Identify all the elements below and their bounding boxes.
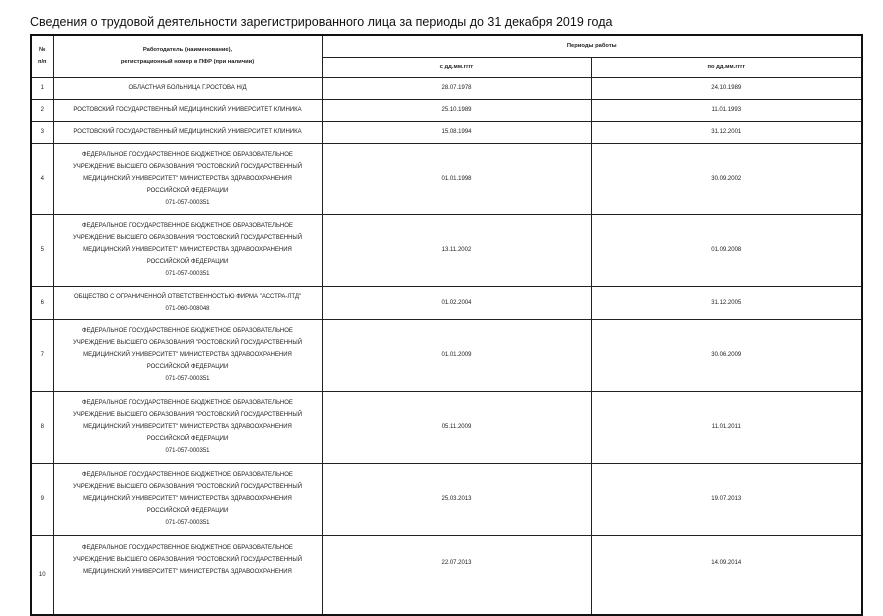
employer-line: УЧРЕЖДЕНИЕ ВЫСШЕГО ОБРАЗОВАНИЯ "РОСТОВСКИЙ ГОСУДАРСТВЕННЫЙ (72, 412, 303, 418)
row-number: 4 (31, 143, 53, 214)
employer-line: ФЕДЕРАЛЬНОЕ ГОСУДАРСТВЕННОЕ БЮДЖЕТНОЕ ОБРАЗОВАТЕЛЬНОЕ (82, 472, 293, 478)
period-to: 01.09.2008 (591, 214, 862, 286)
employer-line: МЕДИЦИНСКИЙ УНИВЕРСИТЕТ" МИНИСТЕРСТВА ЗДРАВООХРАНЕНИЯ (83, 424, 292, 430)
employer-line: РОССИЙСКОЙ ФЕДЕРАЦИИ (146, 364, 229, 370)
table-row (31, 121, 862, 143)
employer-cell (53, 121, 322, 143)
period-to: 31.12.2005 (591, 286, 862, 319)
period-from: 22.07.2013 (322, 535, 591, 615)
header-number-line: п/п (37, 59, 47, 66)
header-periods: Периоды работы (322, 35, 862, 57)
period-from: 25.10.1989 (322, 99, 591, 121)
employer-cell (53, 214, 322, 286)
header-number-line: № (39, 47, 46, 54)
row-number: 3 (31, 121, 53, 143)
employer-line: УЧРЕЖДЕНИЕ ВЫСШЕГО ОБРАЗОВАНИЯ "РОСТОВСКИЙ ГОСУДАРСТВЕННЫЙ (72, 556, 303, 563)
employer-line: ФЕДЕРАЛЬНОЕ ГОСУДАРСТВЕННОЕ БЮДЖЕТНОЕ ОБРАЗОВАТЕЛЬНОЕ (82, 223, 293, 229)
period-to: 11.01.2011 (591, 391, 862, 463)
employer-line: 071-057-000351 (165, 520, 210, 526)
table-row (31, 319, 862, 391)
period-from: 25.03.2013 (322, 463, 591, 535)
period-to: 14.09.2014 (591, 535, 862, 615)
employer-cell (53, 535, 322, 615)
period-to: 30.06.2009 (591, 319, 862, 391)
employer-line: РОССИЙСКОЙ ФЕДЕРАЦИИ (146, 436, 229, 442)
employer-cell (53, 143, 322, 214)
employer-line: 071-057-000351 (165, 199, 210, 206)
employer-line: МЕДИЦИНСКИЙ УНИВЕРСИТЕТ" МИНИСТЕРСТВА ЗДРАВООХРАНЕНИЯ (83, 568, 292, 575)
header-employer-line: регистрационный номер в ПФР (при наличии) (120, 59, 255, 66)
employer-cell (53, 77, 322, 99)
employer-line: РОССИЙСКОЙ ФЕДЕРАЦИИ (146, 508, 229, 514)
table-row (31, 535, 862, 615)
period-from: 15.08.1994 (322, 121, 591, 143)
period-to: 24.10.1989 (591, 77, 862, 99)
row-number: 10 (31, 535, 53, 615)
header-employer-line: Работодатель (наименование), (142, 47, 233, 54)
table-row (31, 77, 862, 99)
employer-line: УЧРЕЖДЕНИЕ ВЫСШЕГО ОБРАЗОВАНИЯ "РОСТОВСКИЙ ГОСУДАРСТВЕННЫЙ (72, 235, 303, 241)
period-from: 01.01.1998 (322, 143, 591, 214)
employment-history-table (30, 34, 863, 616)
employer-cell (53, 286, 322, 319)
employer-line: МЕДИЦИНСКИЙ УНИВЕРСИТЕТ" МИНИСТЕРСТВА ЗДРАВООХРАНЕНИЯ (83, 247, 292, 253)
row-number: 1 (31, 77, 53, 99)
employer-line: МЕДИЦИНСКИЙ УНИВЕРСИТЕТ" МИНИСТЕРСТВА ЗДРАВООХРАНЕНИЯ (83, 352, 292, 358)
employer-line: ОБЩЕСТВО С ОГРАНИЧЕННОЙ ОТВЕТСТВЕННОСТЬЮ ФИРМА "АССТРА-ЛТД" (73, 293, 302, 300)
employer-line: УЧРЕЖДЕНИЕ ВЫСШЕГО ОБРАЗОВАНИЯ "РОСТОВСКИЙ ГОСУДАРСТВЕННЫЙ (72, 340, 303, 346)
employer-line: ФЕДЕРАЛЬНОЕ ГОСУДАРСТВЕННОЕ БЮДЖЕТНОЕ ОБРАЗОВАТЕЛЬНОЕ (82, 328, 293, 334)
period-to: 11.01.1993 (591, 99, 862, 121)
row-number: 9 (31, 463, 53, 535)
header-to: по дд.мм.гггг (591, 57, 862, 77)
employer-line: УЧРЕЖДЕНИЕ ВЫСШЕГО ОБРАЗОВАНИЯ "РОСТОВСКИЙ ГОСУДАРСТВЕННЫЙ (72, 163, 303, 170)
employer-cell (53, 391, 322, 463)
employer-line: РОССИЙСКОЙ ФЕДЕРАЦИИ (146, 187, 229, 194)
period-from: 05.11.2009 (322, 391, 591, 463)
employer-line: ФЕДЕРАЛЬНОЕ ГОСУДАРСТВЕННОЕ БЮДЖЕТНОЕ ОБРАЗОВАТЕЛЬНОЕ (82, 400, 293, 406)
period-from: 13.11.2002 (322, 214, 591, 286)
period-from: 01.01.2009 (322, 319, 591, 391)
table-row (31, 143, 862, 214)
row-number: 2 (31, 99, 53, 121)
employer-line: ФЕДЕРАЛЬНОЕ ГОСУДАРСТВЕННОЕ БЮДЖЕТНОЕ ОБРАЗОВАТЕЛЬНОЕ (82, 151, 293, 158)
table-row (31, 463, 862, 535)
table-row (31, 391, 862, 463)
period-to: 30.09.2002 (591, 143, 862, 214)
header-employer (53, 35, 322, 77)
employer-cell (53, 463, 322, 535)
employer-line: 071-057-000351 (165, 271, 210, 277)
employer-line: ФЕДЕРАЛЬНОЕ ГОСУДАРСТВЕННОЕ БЮДЖЕТНОЕ ОБРАЗОВАТЕЛЬНОЕ (82, 544, 293, 551)
employer-line: МЕДИЦИНСКИЙ УНИВЕРСИТЕТ" МИНИСТЕРСТВА ЗДРАВООХРАНЕНИЯ (83, 175, 292, 182)
row-number: 8 (31, 391, 53, 463)
page-title: Сведения о трудовой деятельности зарегистрированного лица за периоды до 31 декабря 2019 года (30, 15, 613, 29)
employer-line: РОССИЙСКОЙ ФЕДЕРАЦИИ (146, 259, 229, 265)
employer-cell (53, 99, 322, 121)
table-row (31, 214, 862, 286)
employer-line: РОСТОВСКИЙ ГОСУДАРСТВЕННЫЙ МЕДИЦИНСКИЙ УНИВЕРСИТЕТ КЛИНИКА (73, 107, 302, 113)
employer-line: РОСТОВСКИЙ ГОСУДАРСТВЕННЫЙ МЕДИЦИНСКИЙ УНИВЕРСИТЕТ КЛИНИКА (73, 129, 302, 135)
row-number: 7 (31, 319, 53, 391)
table-row (31, 286, 862, 319)
period-from: 28.07.1978 (322, 77, 591, 99)
employer-cell (53, 319, 322, 391)
employer-line: ОБЛАСТНАЯ БОЛЬНИЦА Г.РОСТОВА Н/Д (128, 85, 247, 91)
employer-line: 071-057-000351 (165, 376, 210, 382)
employer-line: МЕДИЦИНСКИЙ УНИВЕРСИТЕТ" МИНИСТЕРСТВА ЗДРАВООХРАНЕНИЯ (83, 496, 292, 502)
period-to: 31.12.2001 (591, 121, 862, 143)
table-row (31, 99, 862, 121)
header-number (31, 35, 53, 77)
employer-line: 071-060-008048 (165, 305, 210, 312)
period-to: 19.07.2013 (591, 463, 862, 535)
period-from: 01.02.2004 (322, 286, 591, 319)
row-number: 6 (31, 286, 53, 319)
header-from: с дд.мм.гггг (322, 57, 591, 77)
employer-line: УЧРЕЖДЕНИЕ ВЫСШЕГО ОБРАЗОВАНИЯ "РОСТОВСКИЙ ГОСУДАРСТВЕННЫЙ (72, 484, 303, 490)
employer-line: 071-057-000351 (165, 448, 210, 454)
row-number: 5 (31, 214, 53, 286)
